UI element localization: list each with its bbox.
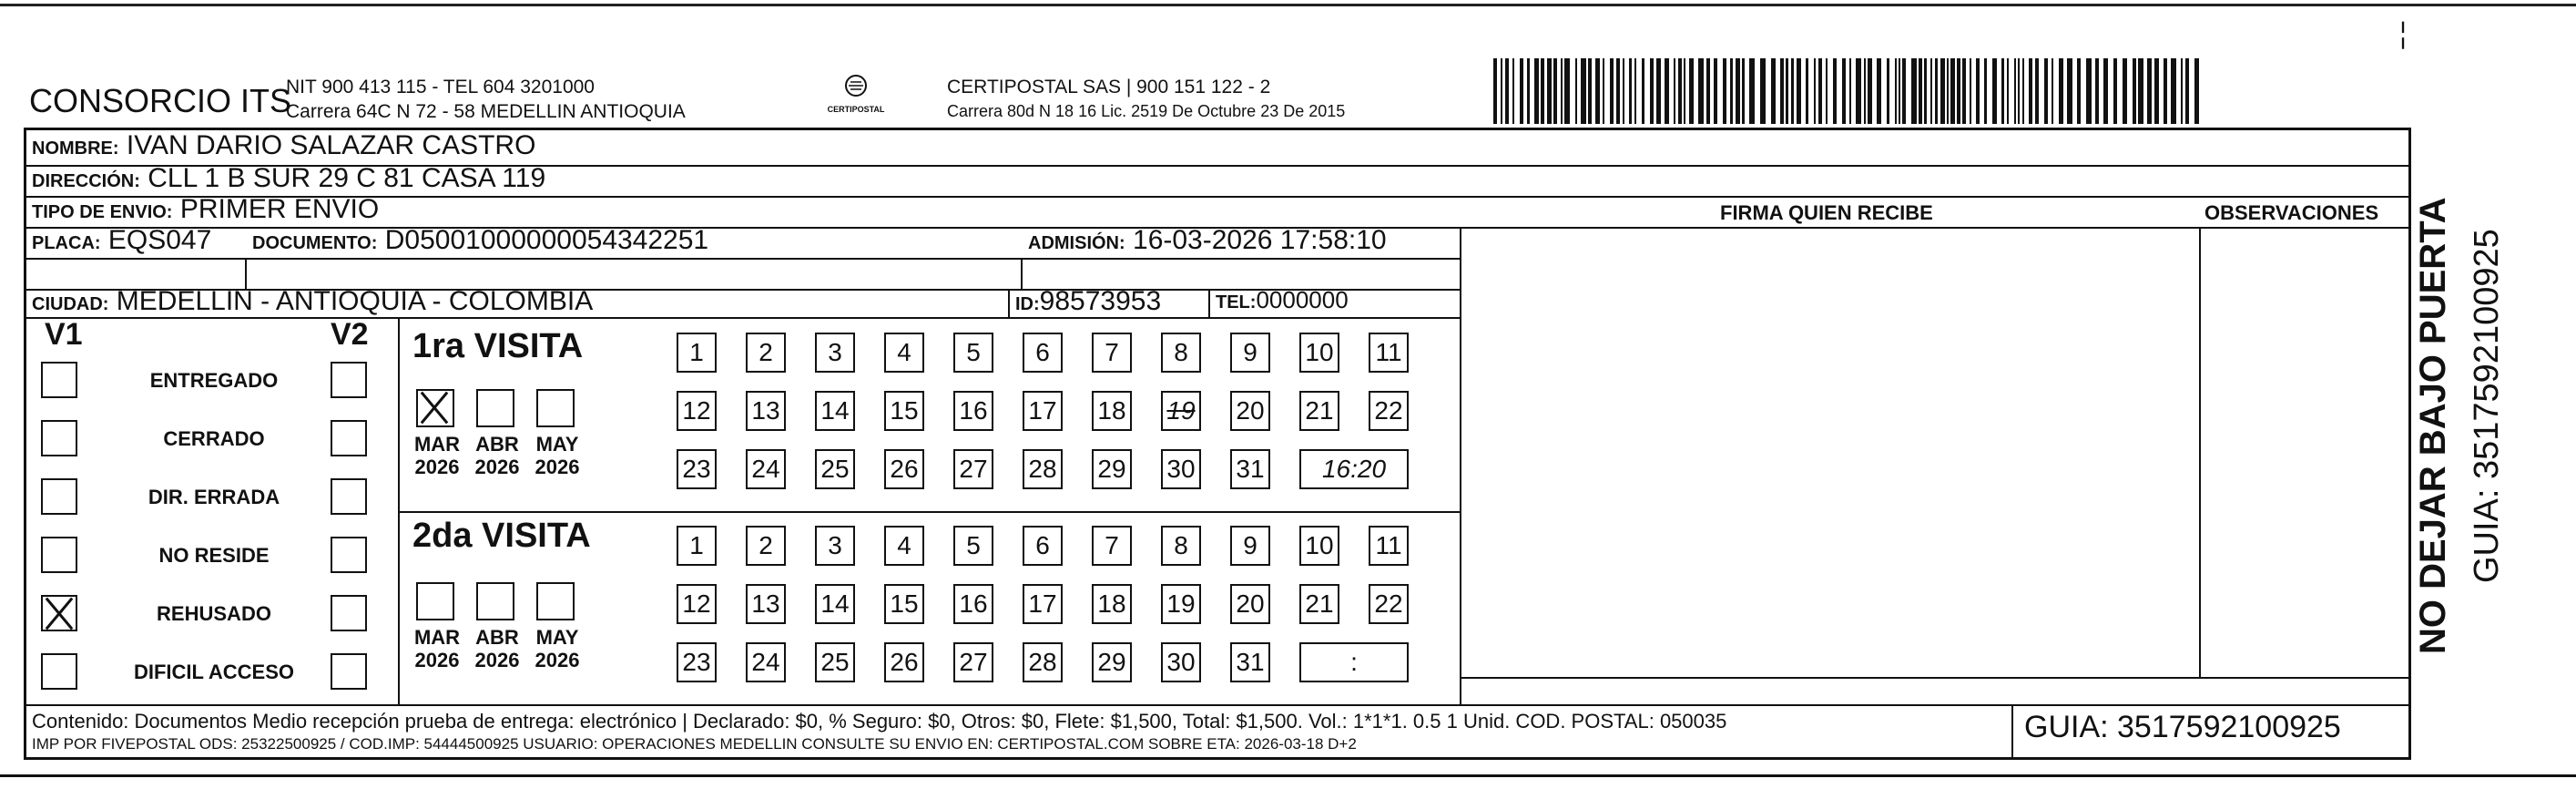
- firma-left-border: [1460, 227, 1461, 704]
- checkbox-v2[interactable]: [331, 653, 367, 690]
- barcode-bar: [2018, 58, 2020, 124]
- day-box[interactable]: 30: [1161, 449, 1201, 489]
- barcode-bar: [1634, 58, 1636, 124]
- day-box[interactable]: 29: [1092, 642, 1132, 682]
- placa-label: PLACA:: [32, 233, 101, 253]
- day-box[interactable]: 8: [1161, 333, 1201, 373]
- day-box[interactable]: 27: [953, 449, 993, 489]
- barcode-bar: [1730, 58, 1733, 124]
- day-box[interactable]: 31: [1230, 642, 1270, 682]
- logo-icon: [838, 73, 874, 100]
- barcode-bar: [2113, 58, 2117, 124]
- day-box[interactable]: 10: [1299, 526, 1339, 566]
- day-box[interactable]: 11: [1369, 526, 1409, 566]
- barcode-bar: [1791, 58, 1794, 124]
- day-box[interactable]: 3: [815, 526, 855, 566]
- day-box[interactable]: 20: [1230, 584, 1270, 624]
- barcode-bar: [1950, 58, 1955, 124]
- col-divider: [1021, 258, 1023, 289]
- barcode-bar: [1992, 58, 1997, 124]
- day-box[interactable]: 8: [1161, 526, 1201, 566]
- barcode-bar: [1911, 58, 1917, 124]
- month-checkbox[interactable]: [536, 389, 575, 427]
- barcode-bar: [2052, 58, 2053, 124]
- barcode-bar: [1947, 58, 1949, 124]
- placa-cell: [32, 225, 211, 256]
- day-box[interactable]: 19: [1161, 584, 1201, 624]
- barcode-bar: [1706, 58, 1710, 124]
- barcode-bar: [1501, 58, 1502, 124]
- barcode-bar: [1833, 58, 1837, 124]
- nombre-row: [32, 130, 535, 161]
- barcode-bar: [1930, 58, 1932, 124]
- barcode-bar: [2035, 58, 2039, 124]
- checkbox-v1[interactable]: [41, 478, 77, 515]
- month-year: 2026: [414, 456, 460, 478]
- month-name: ABR: [475, 626, 519, 649]
- month-label: [469, 433, 525, 478]
- barcode-bar: [1665, 58, 1669, 124]
- day-box[interactable]: 4: [884, 333, 924, 373]
- company-info: [286, 75, 686, 124]
- admision-label: ADMISIÓN:: [1028, 233, 1125, 253]
- side-guia: GUIA: 3517592100925: [2468, 229, 2506, 583]
- barcode-bar: [2086, 58, 2092, 124]
- day-box[interactable]: 24: [746, 642, 786, 682]
- mark-tick: ╎: [2395, 21, 2412, 51]
- barcode: [1493, 58, 2204, 131]
- barcode-bar: [1826, 58, 1828, 124]
- row-divider: [26, 258, 1460, 260]
- barcode-bar: [1564, 58, 1570, 124]
- company-nit-line: NIT 900 413 115 - TEL 604 3201000: [286, 77, 595, 97]
- barcode-bar: [2067, 58, 2072, 124]
- day-box[interactable]: 12: [677, 584, 717, 624]
- barcode-bar: [1797, 58, 1801, 124]
- day-box[interactable]: 29: [1092, 449, 1132, 489]
- day-box[interactable]: 21: [1299, 391, 1339, 431]
- no-dejar-warning: NO DEJAR BAJO PUERTA: [2413, 197, 2453, 654]
- barcode-bar: [1899, 58, 1900, 124]
- checkbox-v2[interactable]: [331, 595, 367, 631]
- checkbox-v2[interactable]: [331, 362, 367, 398]
- time-box[interactable]: :: [1299, 642, 1409, 682]
- day-box[interactable]: 3: [815, 333, 855, 373]
- day-box[interactable]: 16: [953, 391, 993, 431]
- day-box[interactable]: 4: [884, 526, 924, 566]
- admision-value: 16-03-2026 17:58:10: [1133, 225, 1387, 255]
- barcode-bar: [1581, 58, 1586, 124]
- carrier-info: [947, 75, 1345, 124]
- company-address-line: Carrera 64C N 72 - 58 MEDELLIN ANTIOQUIA: [286, 101, 686, 122]
- top-border: [0, 4, 2576, 6]
- day-box[interactable]: 26: [884, 449, 924, 489]
- day-box[interactable]: 6: [1023, 333, 1063, 373]
- barcode-bar: [2194, 58, 2199, 124]
- day-box[interactable]: 17: [1023, 584, 1063, 624]
- direccion-row: [32, 163, 545, 194]
- id-cell: [1015, 286, 1161, 317]
- barcode-bar: [1887, 58, 1889, 124]
- checkbox-v2[interactable]: [331, 537, 367, 573]
- barcode-bar: [1877, 58, 1881, 124]
- footer-line2: IMP POR FIVEPOSTAL ODS: 25322500925 / COD.IMP: 54444500925 USUARIO: OPERACIONES MEDELLIN CONSULTE SU ENVIO EN: CERTIPOSTAL.COM SOBRE ETA: 2026-03-18 D+2: [32, 735, 1357, 753]
- documento-label: DOCUMENTO:: [252, 233, 378, 253]
- visits-divider: [398, 511, 1460, 513]
- barcode-bar: [1864, 58, 1866, 124]
- barcode-bar: [1786, 58, 1788, 124]
- barcode-bar: [1919, 58, 1922, 124]
- day-box[interactable]: 28: [1023, 642, 1063, 682]
- month-label: [409, 626, 465, 671]
- barcode-bar: [2103, 58, 2108, 124]
- barcode-bar: [1505, 58, 1509, 124]
- month-name: MAR: [413, 626, 461, 649]
- day-box[interactable]: 28: [1023, 449, 1063, 489]
- day-box[interactable]: 1: [677, 526, 717, 566]
- barcode-bar: [1742, 58, 1745, 124]
- month-name: MAY: [535, 433, 579, 456]
- month-year: 2026: [535, 456, 580, 478]
- placa-value: EQS047: [107, 225, 212, 255]
- day-box[interactable]: 7: [1092, 333, 1132, 373]
- status-label: CERRADO: [163, 427, 265, 450]
- barcode-bar: [1714, 58, 1717, 124]
- day-box[interactable]: 17: [1023, 391, 1063, 431]
- day-box[interactable]: 21: [1299, 584, 1339, 624]
- carrier-nit-line: CERTIPOSTAL SAS | 900 151 122 - 2: [947, 77, 1271, 97]
- barcode-bar: [1541, 58, 1544, 124]
- carrier-address-line: Carrera 80d N 18 16 Lic. 2519 De Octubre 23 De 2015: [947, 102, 1346, 120]
- row-divider: [26, 196, 2408, 198]
- barcode-bar: [2123, 58, 2127, 124]
- tipo-value: PRIMER ENVIO: [179, 194, 380, 224]
- time-box[interactable]: 16:20: [1299, 449, 1409, 489]
- barcode-bar: [1629, 58, 1632, 124]
- barcode-bar: [1760, 58, 1766, 124]
- barcode-bar: [1650, 58, 1654, 124]
- status-label: ENTREGADO: [149, 369, 279, 392]
- barcode-bar: [1698, 58, 1704, 124]
- barcode-bar: [1561, 58, 1563, 124]
- barcode-bar: [1610, 58, 1614, 124]
- day-box[interactable]: 9: [1230, 526, 1270, 566]
- month-checkbox[interactable]: [476, 389, 514, 427]
- barcode-bar: [1814, 58, 1816, 124]
- firma-header: FIRMA QUIEN RECIBE: [1720, 201, 1933, 224]
- barcode-bar: [1818, 58, 1822, 124]
- barcode-bar: [1976, 58, 1980, 124]
- day-box[interactable]: 19: [1161, 391, 1201, 431]
- footer-guia: GUIA: 3517592100925: [2024, 710, 2341, 744]
- month-label: [529, 626, 585, 671]
- checkbox-v2[interactable]: [331, 478, 367, 515]
- day-box[interactable]: 24: [746, 449, 786, 489]
- day-box[interactable]: 2: [746, 333, 786, 373]
- month-year: 2026: [535, 649, 580, 671]
- barcode-bar: [1595, 58, 1600, 124]
- status-label: NO RESIDE: [158, 544, 270, 567]
- direccion-label: DIRECCIÓN:: [32, 171, 140, 191]
- month-name: MAY: [535, 626, 579, 649]
- certipostal-logo: [810, 73, 901, 114]
- barcode-bar: [2138, 58, 2143, 124]
- shipping-form: [24, 128, 2411, 760]
- barcode-bar: [1603, 58, 1604, 124]
- checkbox-v1[interactable]: [41, 595, 77, 631]
- barcode-bar: [1588, 58, 1592, 124]
- barcode-bar: [1984, 58, 1987, 124]
- direccion-value: CLL 1 B SUR 29 C 81 CASA 119: [148, 163, 546, 193]
- barcode-bar: [1527, 58, 1530, 124]
- barcode-bar: [2171, 58, 2176, 124]
- day-box[interactable]: 13: [746, 391, 786, 431]
- barcode-bar: [1924, 58, 1927, 124]
- day-box[interactable]: 1: [677, 333, 717, 373]
- barcode-bar: [1684, 58, 1685, 124]
- barcode-bar: [1534, 58, 1539, 124]
- visit2-title: 2da VISITA: [412, 517, 591, 555]
- month-label: [529, 433, 585, 478]
- day-box[interactable]: 26: [884, 642, 924, 682]
- id-label: ID:: [1015, 294, 1040, 314]
- day-box[interactable]: 5: [953, 333, 993, 373]
- status-label: DIR. ERRADA: [148, 486, 280, 508]
- obs-left-border: [2199, 227, 2201, 677]
- day-box[interactable]: 6: [1023, 526, 1063, 566]
- barcode-bar: [2181, 58, 2183, 124]
- day-box[interactable]: 22: [1369, 391, 1409, 431]
- barcode-bar: [2029, 58, 2032, 124]
- day-box[interactable]: 2: [746, 526, 786, 566]
- ciudad-cell: [32, 286, 593, 317]
- documento-value: D05001000000054342251: [384, 225, 709, 255]
- barcode-bar: [2022, 58, 2024, 124]
- day-box[interactable]: 13: [746, 584, 786, 624]
- day-box[interactable]: 23: [677, 449, 717, 489]
- month-checkbox[interactable]: [536, 582, 575, 620]
- barcode-bar: [2147, 58, 2152, 124]
- checkbox-v1[interactable]: [41, 653, 77, 690]
- day-box[interactable]: 14: [815, 391, 855, 431]
- tel-cell: [1216, 286, 1349, 314]
- checkbox-v2[interactable]: [331, 420, 367, 456]
- barcode-bar: [2185, 58, 2189, 124]
- barcode-bar: [1970, 58, 1971, 124]
- status-label: DIFICIL ACCESO: [133, 661, 294, 683]
- day-box[interactable]: 27: [953, 642, 993, 682]
- day-box[interactable]: 9: [1230, 333, 1270, 373]
- barcode-bar: [1940, 58, 1945, 124]
- day-box[interactable]: 25: [815, 449, 855, 489]
- nombre-value: IVAN DARIO SALAZAR CASTRO: [126, 130, 536, 160]
- barcode-bar: [1678, 58, 1682, 124]
- ciudad-label: CIUDAD:: [32, 294, 109, 314]
- row-divider: [26, 317, 1460, 319]
- nombre-label: NOMBRE:: [32, 138, 119, 159]
- status-label: REHUSADO: [157, 602, 271, 625]
- logo-text: CERTIPOSTAL: [827, 105, 885, 114]
- barcode-bar: [2044, 58, 2048, 124]
- tipo-row: [32, 194, 379, 225]
- barcode-bar: [1723, 58, 1726, 124]
- barcode-bar: [1957, 58, 1960, 124]
- day-box[interactable]: 16: [953, 584, 993, 624]
- day-box[interactable]: 20: [1230, 391, 1270, 431]
- barcode-bar: [1674, 58, 1675, 124]
- day-box[interactable]: 5: [953, 526, 993, 566]
- day-box[interactable]: 25: [815, 642, 855, 682]
- month-label: [409, 433, 465, 478]
- checkbox-v1[interactable]: [41, 362, 77, 398]
- visit1-title: 1ra VISITA: [412, 327, 584, 365]
- observaciones-header: OBSERVACIONES: [2204, 201, 2379, 224]
- barcode-bar: [1856, 58, 1861, 124]
- day-box[interactable]: 22: [1369, 584, 1409, 624]
- day-box[interactable]: 15: [884, 391, 924, 431]
- bottom-border: [0, 774, 2576, 777]
- ciudad-value: MEDELLIN - ANTIOQUIA - COLOMBIA: [116, 286, 594, 316]
- barcode-bar: [2095, 58, 2099, 124]
- day-box[interactable]: 31: [1230, 449, 1270, 489]
- id-value: 98573953: [1039, 286, 1162, 316]
- barcode-bar: [1520, 58, 1523, 124]
- day-box[interactable]: 15: [884, 584, 924, 624]
- checkbox-v1[interactable]: [41, 537, 77, 573]
- v1-header: V1: [45, 317, 83, 352]
- barcode-bar: [1771, 58, 1776, 124]
- day-box[interactable]: 30: [1161, 642, 1201, 682]
- barcode-bar: [1512, 58, 1514, 124]
- barcode-bar: [2133, 58, 2136, 124]
- month-year: 2026: [474, 649, 520, 671]
- tipo-label: TIPO DE ENVIO:: [32, 202, 173, 222]
- barcode-bar: [2154, 58, 2159, 124]
- barcode-bar: [1749, 58, 1755, 124]
- barcode-bar: [2164, 58, 2167, 124]
- barcode-bar: [2007, 58, 2009, 124]
- footer-guia-border: [2011, 704, 2013, 757]
- tel-label: TEL:: [1216, 292, 1257, 313]
- admision-cell: [1028, 225, 1387, 256]
- month-year: 2026: [414, 649, 460, 671]
- barcode-bar: [1656, 58, 1661, 124]
- barcode-bar: [2059, 58, 2063, 124]
- day-box[interactable]: 12: [677, 391, 717, 431]
- company-name: CONSORCIO ITS: [29, 82, 292, 119]
- day-box[interactable]: 11: [1369, 333, 1409, 373]
- documento-cell: [252, 225, 708, 256]
- checkbox-v1[interactable]: [41, 420, 77, 456]
- barcode-bar: [1868, 58, 1872, 124]
- barcode-bar: [1493, 58, 1497, 124]
- barcode-bar: [1849, 58, 1851, 124]
- day-box[interactable]: 23: [677, 642, 717, 682]
- barcode-bar: [1935, 58, 1938, 124]
- barcode-bar: [1575, 58, 1577, 124]
- day-box[interactable]: 14: [815, 584, 855, 624]
- month-name: MAR: [413, 433, 461, 456]
- col-divider: [245, 258, 247, 289]
- month-checkbox[interactable]: [416, 582, 454, 620]
- barcode-bar: [1895, 58, 1897, 124]
- col-divider: [1008, 289, 1010, 317]
- v2-header: V2: [331, 317, 369, 352]
- barcode-bar: [1842, 58, 1846, 124]
- day-box[interactable]: 18: [1092, 584, 1132, 624]
- barcode-bar: [1780, 58, 1784, 124]
- barcode-bar: [1902, 58, 1906, 124]
- month-checkbox[interactable]: [476, 582, 514, 620]
- footer-line1: Contenido: Documentos Medio recepción prueba de entrega: electrónico | Declarado: $0, % Seguro: $0, Otros: $0, Flete: $1,500, Total: $1,500. Vol.: 1*1*1. 0.5 1 Unid. COD. POSTAL: 050035: [32, 710, 1727, 733]
- month-name: ABR: [475, 433, 519, 456]
- barcode-bar: [1962, 58, 1966, 124]
- firma-bottom: [1460, 677, 2408, 679]
- day-box[interactable]: 7: [1092, 526, 1132, 566]
- day-box[interactable]: 18: [1092, 391, 1132, 431]
- col-divider: [1208, 289, 1210, 317]
- day-box[interactable]: 10: [1299, 333, 1339, 373]
- month-checkbox[interactable]: [416, 389, 454, 427]
- month-label: [469, 626, 525, 671]
- barcode-bar: [2077, 58, 2081, 124]
- barcode-bar: [1547, 58, 1552, 124]
- barcode-bar: [1689, 58, 1694, 124]
- barcode-bar: [1553, 58, 1557, 124]
- barcode-bar: [1616, 58, 1620, 124]
- footer-divider: [26, 704, 2408, 706]
- barcode-bar: [1642, 58, 1644, 124]
- barcode-bar: [1806, 58, 1808, 124]
- barcode-bar: [2001, 58, 2004, 124]
- month-year: 2026: [474, 456, 520, 478]
- barcode-bar: [1736, 58, 1740, 124]
- barcode-bar: [2014, 58, 2016, 124]
- barcode-bar: [1623, 58, 1624, 124]
- tel-value: 0000000: [1256, 286, 1349, 313]
